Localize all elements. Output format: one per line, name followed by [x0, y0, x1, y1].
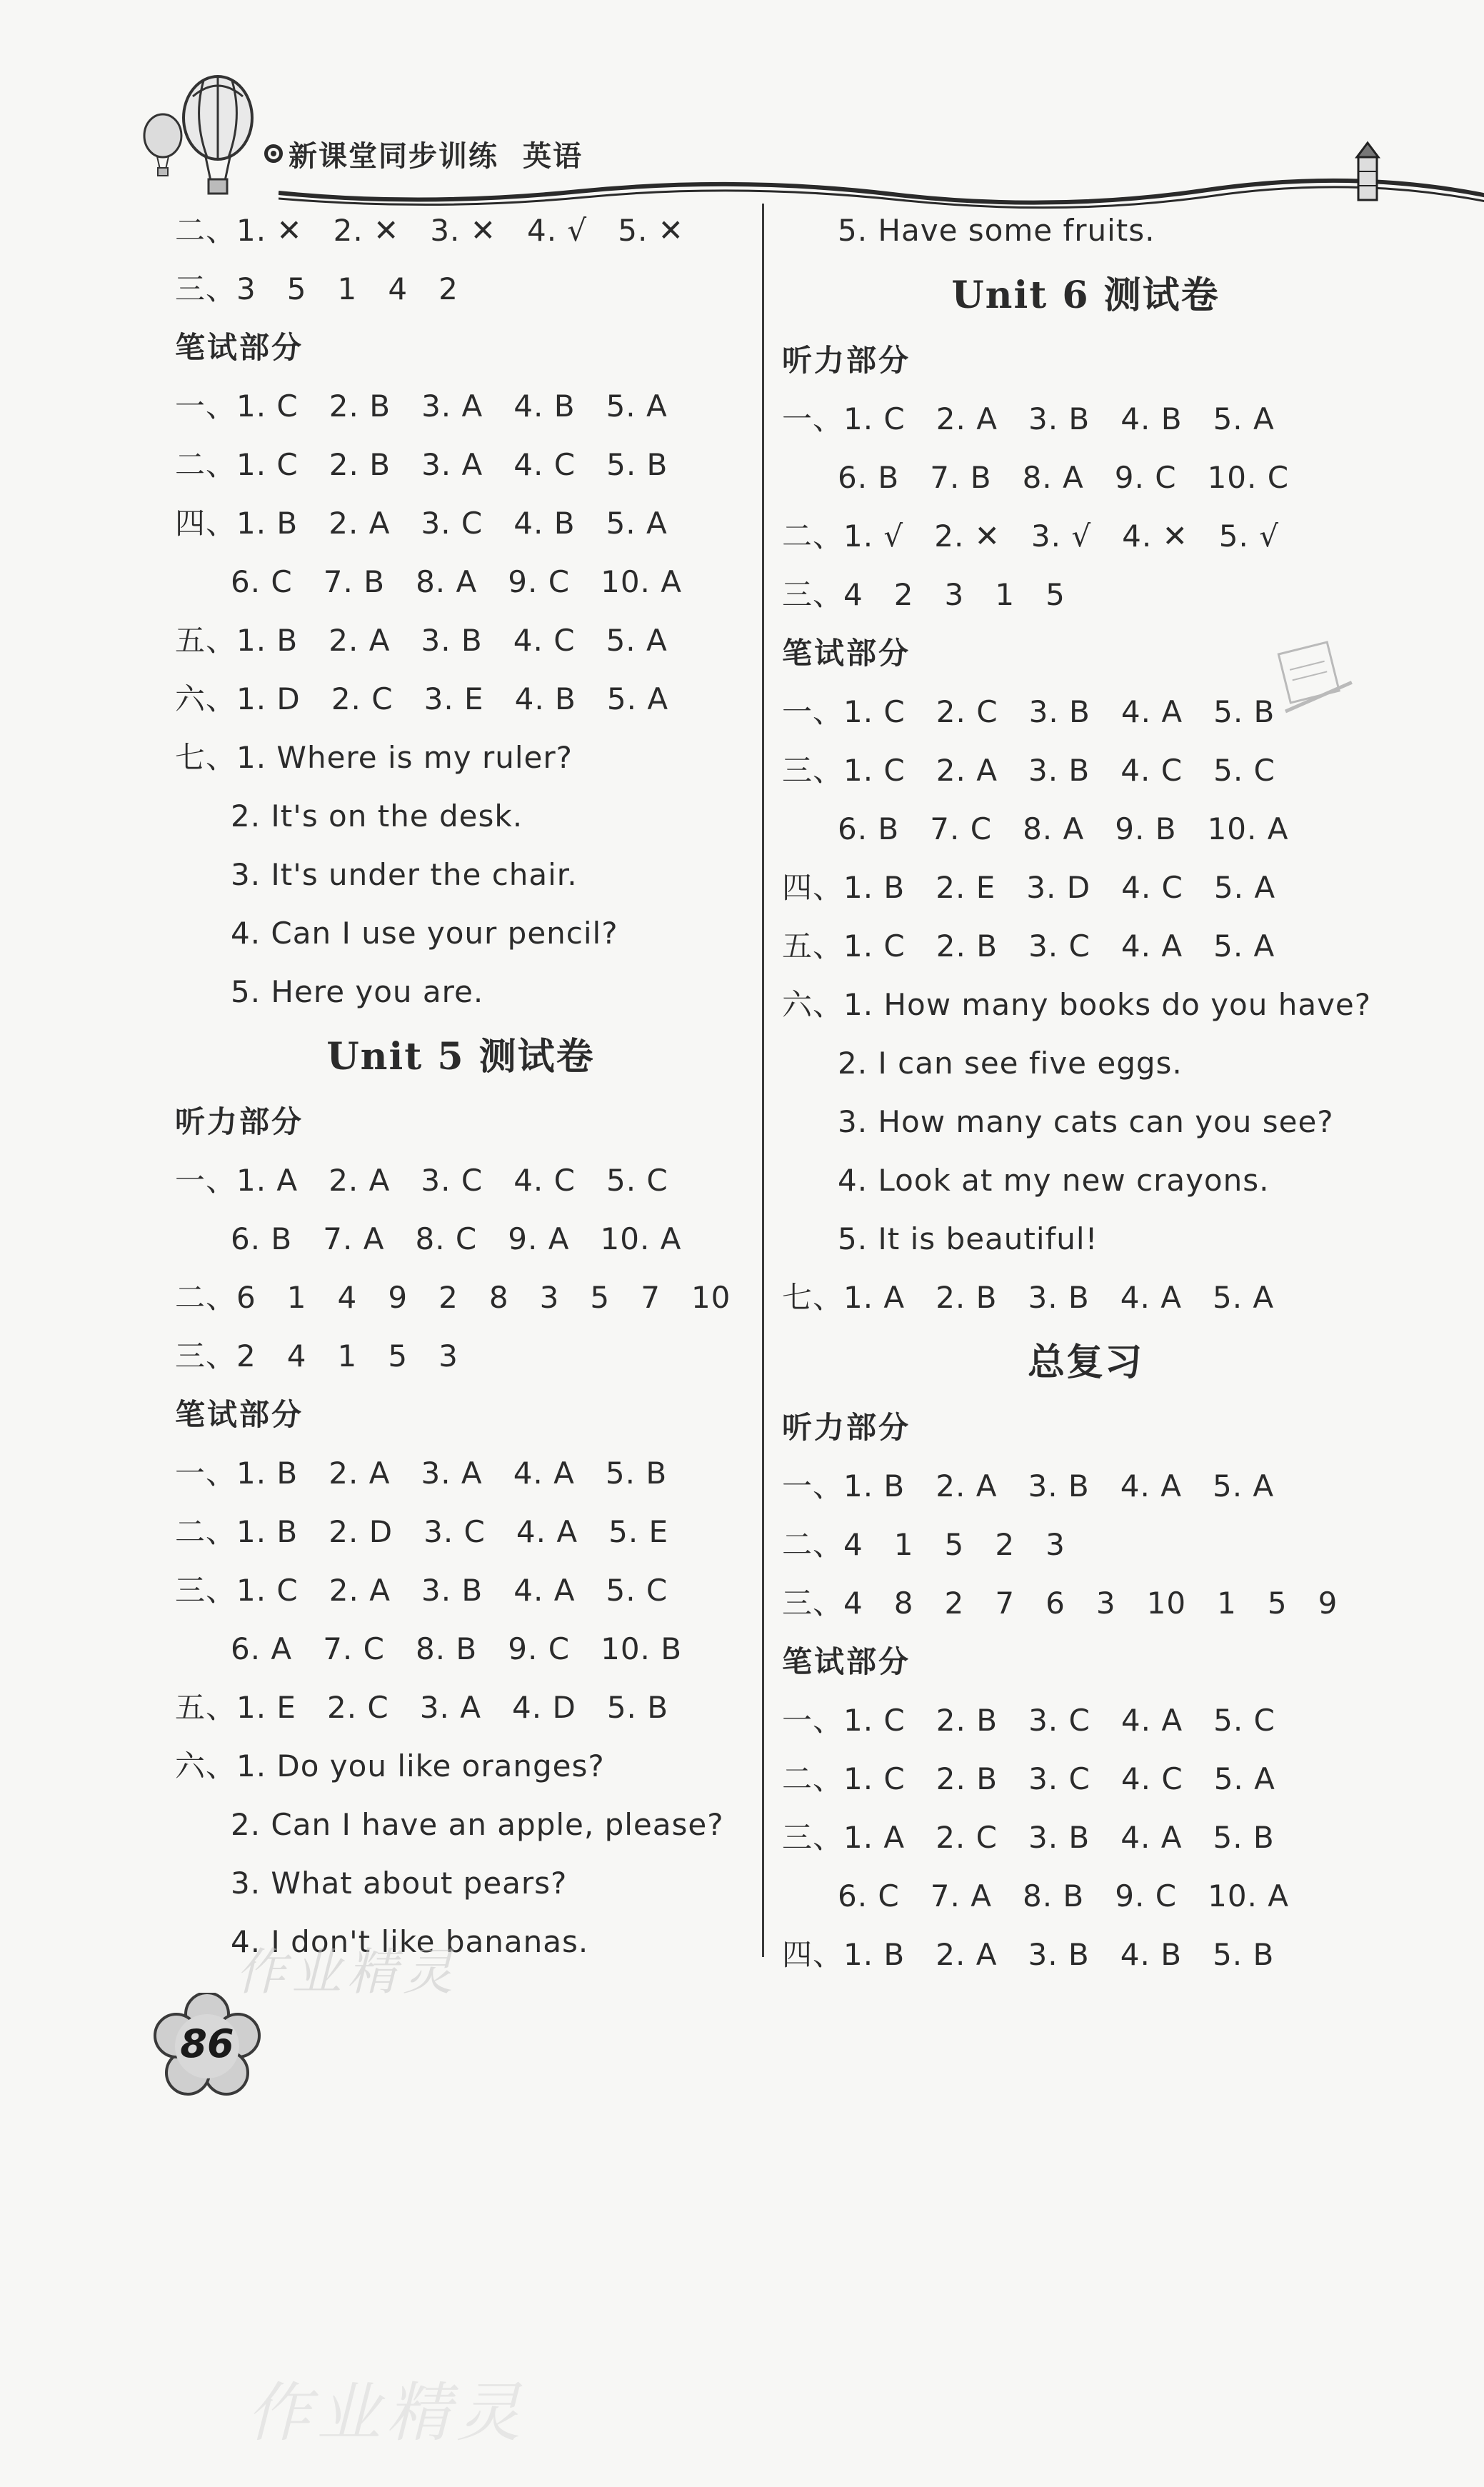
answer-line: 6. A 7. C 8. B 9. C 10. B [231, 1631, 683, 1666]
watermark-bottom: 作业精灵 [246, 2376, 526, 2451]
answer-line: 一、1. C 2. B 3. A 4. B 5. A [175, 389, 668, 424]
series-title [264, 134, 498, 174]
answer-line: 一、1. B 2. A 3. B 4. A 5. A [782, 1468, 1275, 1503]
answer-line: 三、1. C 2. A 3. B 4. A 5. C [175, 1573, 668, 1608]
answer-line: 一、1. C 2. B 3. C 4. A 5. C [782, 1703, 1275, 1738]
answer-line: 三、3 5 1 4 2 [175, 271, 458, 306]
answer-line: 四、1. B 2. A 3. C 4. B 5. A [175, 506, 668, 541]
answer-line: 三、4 2 3 1 5 [782, 577, 1066, 612]
answer-line: 三、4 8 2 7 6 3 10 1 5 9 [782, 1586, 1338, 1621]
answer-line: 六、1. Do you like oranges? [175, 1748, 605, 1783]
answer-line: 6. B 7. A 8. C 9. A 10. A [231, 1221, 682, 1256]
answer-line: 6. C 7. A 8. B 9. C 10. A [838, 1878, 1289, 1913]
answer-line: 五、1. C 2. B 3. C 4. A 5. A [782, 929, 1275, 964]
stamp-icon [1271, 636, 1357, 721]
subsection-label: 听力部分 [782, 343, 911, 378]
answer-line: 2. It's on the desk. [231, 799, 523, 834]
answer-line: 三、2 4 1 5 3 [175, 1338, 458, 1373]
answer-line: 3. How many cats can you see? [838, 1104, 1334, 1139]
answer-line: 四、1. B 2. A 3. B 4. B 5. B [782, 1937, 1275, 1972]
subsection-label: 听力部分 [782, 1410, 911, 1445]
answer-line: 六、1. D 2. C 3. E 4. B 5. A [175, 681, 669, 716]
answer-line: 二、1. ✕ 2. ✕ 3. ✕ 4. √ 5. ✕ [175, 213, 684, 248]
answer-line: 二、1. C 2. B 3. A 4. C 5. B [175, 447, 668, 482]
answer-line: 6. B 7. C 8. A 9. B 10. A [838, 811, 1289, 846]
subsection-label: 笔试部分 [782, 1644, 911, 1679]
series-title-text: 新课堂同步训练 [289, 139, 498, 173]
section-heading: 总复习 [1027, 1341, 1143, 1384]
answer-line: 一、1. C 2. C 3. B 4. A 5. B [782, 694, 1275, 729]
answer-line: 2. Can I have an apple, please? [231, 1807, 724, 1842]
answer-line: 六、1. How many books do you have? [782, 987, 1372, 1022]
answer-line: 一、1. B 2. A 3. A 4. A 5. B [175, 1456, 668, 1491]
subsection-label: 笔试部分 [175, 1397, 304, 1432]
answer-line: 3. It's under the chair. [231, 857, 578, 892]
answer-line: 五、1. B 2. A 3. B 4. C 5. A [175, 623, 668, 658]
right-column [782, 201, 1389, 1984]
answer-line: 一、1. A 2. A 3. C 4. C 5. C [175, 1163, 668, 1198]
subsection-label: 笔试部分 [175, 330, 304, 365]
page-number: 86 [180, 2021, 234, 2066]
answer-line: 三、1. A 2. C 3. B 4. A 5. B [782, 1820, 1275, 1855]
answer-line: 二、4 1 5 2 3 [782, 1527, 1066, 1562]
answer-line: 二、6 1 4 9 2 8 3 5 7 10 [175, 1280, 731, 1315]
left-column [175, 201, 746, 1971]
answer-line: 5. Have some fruits. [838, 213, 1155, 248]
answer-line: 6. C 7. B 8. A 9. C 10. A [231, 564, 682, 599]
answer-line: 一、1. C 2. A 3. B 4. B 5. A [782, 401, 1275, 436]
page-header [136, 68, 1407, 211]
answer-line: 4. Look at my new crayons. [838, 1163, 1270, 1198]
subsection-label: 听力部分 [175, 1104, 304, 1139]
answer-line: 2. I can see five eggs. [838, 1046, 1183, 1081]
section-heading: Unit 5 测试卷 [326, 1035, 595, 1079]
answer-line: 5. Here you are. [231, 974, 484, 1009]
bullet-icon [264, 144, 283, 163]
answer-line: 七、1. Where is my ruler? [175, 740, 573, 775]
answer-line: 4. I don't like bananas. [231, 1924, 589, 1959]
answer-line: 6. B 7. B 8. A 9. C 10. C [838, 460, 1290, 495]
column-divider [762, 204, 764, 1957]
answer-line: 5. It is beautiful! [838, 1221, 1098, 1256]
subject-label: 英语 [523, 139, 583, 173]
subsection-label: 笔试部分 [782, 636, 911, 671]
answer-line: 二、1. C 2. B 3. C 4. C 5. A [782, 1761, 1275, 1796]
hot-air-balloon-icon [136, 68, 264, 204]
section-heading: Unit 6 测试卷 [951, 274, 1220, 317]
answer-line: 二、1. √ 2. ✕ 3. √ 4. ✕ 5. √ [782, 519, 1279, 554]
answer-line: 四、1. B 2. E 3. D 4. C 5. A [782, 870, 1276, 905]
answer-line: 3. What about pears? [231, 1866, 568, 1901]
answer-line: 五、1. E 2. C 3. A 4. D 5. B [175, 1690, 669, 1725]
answer-line: 4. Can I use your pencil? [231, 916, 618, 951]
answer-line: 二、1. B 2. D 3. C 4. A 5. E [175, 1514, 669, 1549]
answer-line: 三、1. C 2. A 3. B 4. C 5. C [782, 753, 1275, 788]
answer-line: 七、1. A 2. B 3. B 4. A 5. A [782, 1280, 1275, 1315]
watermark: 作业精灵 [236, 1943, 458, 2001]
